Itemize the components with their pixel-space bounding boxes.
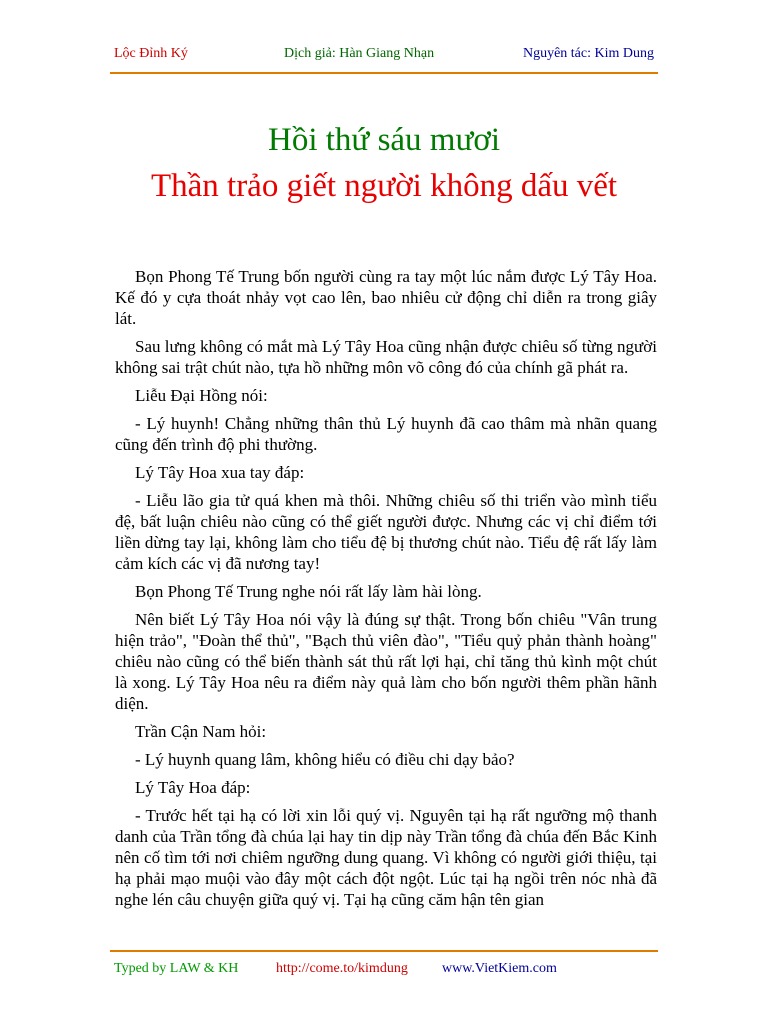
chapter-body <box>115 266 657 917</box>
chapter-number: Hồi thứ sáu mươi <box>268 122 500 158</box>
paragraph: Lý Tây Hoa xua tay đáp: <box>135 463 305 482</box>
paragraph: Liễu Đại Hồng nói: <box>135 386 268 405</box>
paragraph: - Liễu lão gia tử quá khen mà thôi. Những chiêu số thi triển vào mình tiểu đệ, bất luận chiêu nào cũng có thể giết người được. Nhưng các vị chỉ điểm tới liền dừng tay lại, không làm cho tiểu đệ bị thương chút nào. Tiểu đệ rất lấy làm cảm kích các vị đã nương tay! <box>115 491 657 573</box>
page-header <box>110 42 658 74</box>
paragraph: Lý Tây Hoa đáp: <box>135 778 251 797</box>
chapter-title: Thần trảo giết người không dấu vết <box>150 168 618 204</box>
paragraph: Sau lưng không có mắt mà Lý Tây Hoa cũng nhận được chiêu số từng người không sai trật chút nào, tựa hồ những môn võ công đó của chính gã phát ra. <box>115 337 657 377</box>
translator-credit: Dịch giả: Hàn Giang Nhạn <box>284 46 435 61</box>
book-title: Lộc Đỉnh Ký <box>114 46 188 61</box>
paragraph: - Lý huynh quang lâm, không hiểu có điều chi dạy bảo? <box>135 750 515 769</box>
vietkiem-link[interactable]: www.VietKiem.com <box>442 961 557 976</box>
paragraph: - Trước hết tại hạ có lời xin lỗi quý vị. Nguyên tại hạ rất ngưỡng mộ thanh danh của Trần tổng đà chúa lại hay tin dịp này Trần tổng đà chúa đến Bắc Kinh nên cố tìm tới nơi chiêm ngưỡng dung quang. Vì không có người giới thiệu, tại hạ phải mạo muội vào đây một cách đột ngột. Lúc tại hạ ngồi trên nóc nhà đã nghe lén câu chuyện giữa quý vị. Tại hạ cũng căm hận tên gian <box>115 806 657 909</box>
paragraph: Bọn Phong Tế Trung nghe nói rất lấy làm hài lòng. <box>135 582 482 601</box>
paragraph: Nên biết Lý Tây Hoa nói vậy là đúng sự thật. Trong bốn chiêu "Vân trung hiện trảo", "Đoàn thể thủ", "Bạch thủ viên đào", "Tiểu quỷ phản thành hoàng" chiêu nào cũng có thể biến thành sát thủ rất lợi hại, chỉ tăng thủ kình một chút là xong. Lý Tây Hoa nêu ra điểm này quả làm cho bốn người thêm phần hãnh diện. <box>115 610 657 713</box>
page-footer <box>110 950 658 978</box>
paragraph: Trần Cận Nam hỏi: <box>135 722 267 741</box>
author-credit: Nguyên tác: Kim Dung <box>522 46 654 61</box>
paragraph: Bọn Phong Tế Trung bốn người cùng ra tay một lúc nắm được Lý Tây Hoa. Kế đó y cựa thoát nhảy vọt cao lên, bao nhiêu cử động chỉ diễn ra trong giây lát. <box>115 267 657 328</box>
paragraph: - Lý huynh! Chẳng những thân thủ Lý huynh đã cao thâm mà nhãn quang cũng đến trình độ phi thường. <box>115 414 657 454</box>
website-link[interactable]: http://come.to/kimdung <box>276 961 408 976</box>
typist-credit: Typed by LAW & KH <box>114 961 239 976</box>
